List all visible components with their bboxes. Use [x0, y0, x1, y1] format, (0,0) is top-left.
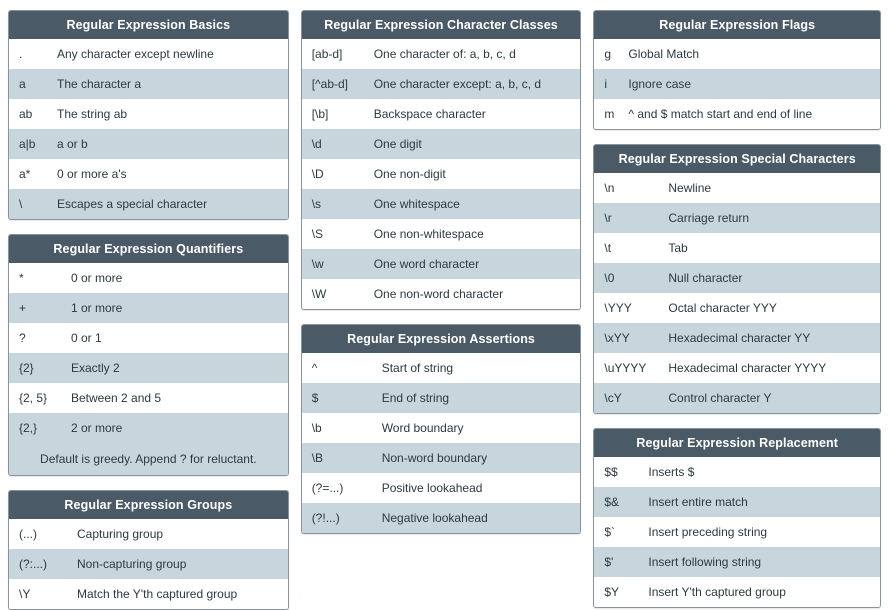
table-row — [9, 519, 288, 549]
table-row — [9, 413, 288, 443]
card-regex-flags — [593, 10, 881, 130]
card-title-assertions: Regular Expression Assertions — [302, 325, 581, 353]
card-regex-special-characters — [593, 144, 881, 414]
card-title-flags: Regular Expression Flags — [594, 11, 880, 39]
table-row — [302, 473, 581, 503]
table-row — [9, 189, 288, 219]
row-key: \W — [311, 287, 327, 301]
row-value: Insert following string — [648, 555, 762, 569]
row-key: \r — [604, 211, 612, 225]
row-key: (?:...) — [19, 557, 48, 571]
table-row — [302, 69, 581, 99]
row-value: a or b — [57, 137, 88, 151]
table-row — [9, 69, 288, 99]
row-value: 0 or more — [71, 271, 123, 285]
card-title-quantifiers: Regular Expression Quantifiers — [9, 235, 288, 263]
table-row — [302, 443, 581, 473]
row-key: \0 — [604, 271, 615, 285]
table-row — [594, 233, 880, 263]
table-row — [9, 263, 288, 293]
row-value: Tab — [668, 241, 688, 255]
row-key: \n — [604, 181, 615, 195]
row-key: \uYYYY — [604, 361, 647, 375]
table-row — [9, 293, 288, 323]
table-row — [594, 293, 880, 323]
row-key: g — [604, 47, 612, 61]
table-row — [594, 323, 880, 353]
row-key: $' — [604, 555, 614, 569]
row-key: {2,} — [19, 421, 38, 435]
row-value: Capturing group — [77, 527, 164, 541]
row-key: \t — [604, 241, 612, 255]
row-value: Global Match — [628, 47, 700, 61]
table-row — [9, 549, 288, 579]
row-key: (?!...) — [311, 511, 340, 525]
row-value: Word boundary — [381, 421, 464, 435]
row-value: 0 or more a's — [57, 167, 127, 181]
table-row — [594, 69, 880, 99]
table-row — [594, 487, 880, 517]
row-key: $` — [604, 525, 616, 539]
row-value: One digit — [373, 137, 422, 151]
row-key: [^ab-d] — [311, 77, 349, 91]
row-key: {2, 5} — [19, 391, 48, 405]
row-value: 1 or more — [71, 301, 123, 315]
row-value: End of string — [381, 391, 450, 405]
card-title-replacement: Regular Expression Replacement — [594, 429, 880, 457]
table-row — [594, 39, 880, 69]
row-key: $& — [604, 495, 620, 509]
table-row — [594, 547, 880, 577]
row-value: The string ab — [57, 107, 128, 121]
row-value: 0 or 1 — [71, 331, 102, 345]
column-middle — [301, 10, 582, 534]
table-row — [594, 383, 880, 413]
table-row — [302, 413, 581, 443]
table-row — [594, 263, 880, 293]
row-key: (?=...) — [311, 481, 344, 495]
row-key: [\b] — [311, 107, 329, 121]
row-key: \S — [311, 227, 324, 241]
row-value: Between 2 and 5 — [71, 391, 162, 405]
table-row — [302, 383, 581, 413]
row-value: Exactly 2 — [71, 361, 120, 375]
row-value: Carriage return — [668, 211, 750, 225]
table-row — [302, 39, 581, 69]
table-row — [594, 457, 880, 487]
row-value: Control character Y — [668, 391, 772, 405]
row-key: a — [19, 77, 26, 91]
row-key: ? — [19, 331, 26, 345]
row-value: Escapes a special character — [57, 197, 208, 211]
row-value: Octal character YYY — [668, 301, 777, 315]
row-key: \cY — [604, 391, 622, 405]
column-right — [593, 10, 881, 608]
row-value: One character except: a, b, c, d — [373, 77, 542, 91]
table-row — [302, 129, 581, 159]
table-row — [9, 39, 288, 69]
card-title-groups: Regular Expression Groups — [9, 491, 288, 519]
row-key: ab — [19, 107, 33, 121]
table-row — [302, 99, 581, 129]
row-key: \ — [19, 197, 23, 211]
table-row — [9, 159, 288, 189]
table-row — [9, 353, 288, 383]
row-value: One non-digit — [373, 167, 446, 181]
card-regex-replacement — [593, 428, 881, 608]
table-row — [302, 159, 581, 189]
row-value: Non-capturing group — [77, 557, 187, 571]
row-key: \b — [311, 421, 322, 435]
table-row — [9, 323, 288, 353]
card-regex-assertions — [301, 324, 582, 534]
card-title-character-classes: Regular Expression Character Classes — [302, 11, 581, 39]
row-key: \s — [311, 197, 322, 211]
card-regex-basics — [8, 10, 289, 220]
row-value: Backspace character — [373, 107, 486, 121]
table-row — [594, 203, 880, 233]
quantifiers-footnote: Default is greedy. Append ? for reluctant. — [9, 443, 288, 475]
card-title-special-characters: Regular Expression Special Characters — [594, 145, 880, 173]
row-key: $$ — [604, 465, 618, 479]
table-row — [594, 577, 880, 607]
table-row — [9, 99, 288, 129]
row-key: + — [19, 301, 27, 315]
row-key: \d — [311, 137, 322, 151]
row-key: . — [19, 47, 23, 61]
row-value: Ignore case — [628, 77, 692, 91]
table-row — [9, 579, 288, 609]
row-value: Hexadecimal character YY — [668, 331, 811, 345]
row-value: Positive lookahead — [381, 481, 483, 495]
columns-layout — [8, 10, 881, 610]
row-key: \Y — [19, 587, 31, 601]
row-value: Any character except newline — [57, 47, 214, 61]
row-value: Negative lookahead — [381, 511, 488, 525]
row-key: $Y — [604, 585, 620, 599]
row-key: \xYY — [604, 331, 630, 345]
row-value: One non-word character — [373, 287, 504, 301]
row-value: One whitespace — [373, 197, 460, 211]
table-row — [594, 517, 880, 547]
card-title-basics: Regular Expression Basics — [9, 11, 288, 39]
table-row — [594, 99, 880, 129]
row-key: i — [604, 77, 608, 91]
row-value: One word character — [373, 257, 480, 271]
row-value: ^ and $ match start and end of line — [628, 107, 813, 121]
row-value: One non-whitespace — [373, 227, 484, 241]
row-key: \D — [311, 167, 324, 181]
row-value: Non-word boundary — [381, 451, 488, 465]
row-value: Newline — [668, 181, 712, 195]
row-value: Null character — [668, 271, 743, 285]
row-key: (...) — [19, 527, 37, 541]
row-key: m — [604, 107, 615, 121]
row-value: Hexadecimal character YYYY — [668, 361, 827, 375]
card-regex-groups — [8, 490, 289, 610]
row-key: \YYY — [604, 301, 632, 315]
row-key: \B — [311, 451, 324, 465]
row-value: Insert Y'th captured group — [648, 585, 786, 599]
table-row — [302, 189, 581, 219]
row-key: $ — [311, 391, 319, 405]
row-value: Insert preceding string — [648, 525, 768, 539]
table-row — [302, 219, 581, 249]
card-regex-character-classes — [301, 10, 582, 310]
row-value: 2 or more — [71, 421, 123, 435]
row-key: [ab-d] — [311, 47, 343, 61]
table-row — [302, 503, 581, 533]
row-value: Inserts $ — [648, 465, 695, 479]
table-row — [594, 353, 880, 383]
row-value: Start of string — [381, 361, 454, 375]
row-key: a|b — [19, 137, 36, 151]
table-row — [594, 173, 880, 203]
table-row — [302, 353, 581, 383]
row-value: One character of: a, b, c, d — [373, 47, 516, 61]
table-row — [9, 383, 288, 413]
table-row — [302, 249, 581, 279]
row-value: Match the Y'th captured group — [77, 587, 238, 601]
table-row — [9, 129, 288, 159]
column-left — [8, 10, 289, 610]
row-value: Insert entire match — [648, 495, 748, 509]
row-key: a* — [19, 167, 31, 181]
row-key: ^ — [311, 361, 318, 375]
row-key: \w — [311, 257, 324, 271]
row-value: The character a — [57, 77, 142, 91]
row-key: {2} — [19, 361, 34, 375]
card-regex-quantifiers — [8, 234, 289, 476]
row-key: * — [19, 271, 24, 285]
table-row — [302, 279, 581, 309]
